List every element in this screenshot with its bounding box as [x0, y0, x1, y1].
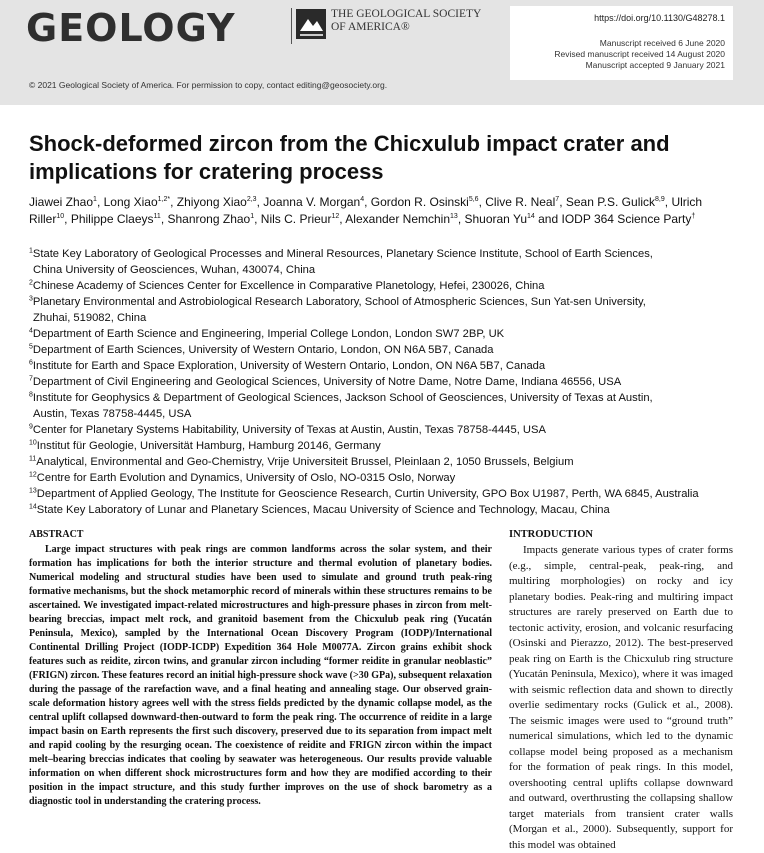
author-name: Philippe Claeys: [70, 212, 154, 226]
affiliation-text: Analytical, Environmental and Geo-Chemistry, Vrije Universiteit Brussel, Pleinlaan 2, 1050 Brussels, Belgium: [36, 456, 574, 468]
affiliation-text-continued: Austin, Texas 78758-4445, USA: [33, 408, 192, 420]
received-date: Manuscript received 6 June 2020: [599, 38, 725, 48]
publisher-name: [331, 8, 481, 34]
introduction-text: Impacts generate various types of crater forms (e.g., simple, central-peak, peak-ring, and multiring morphologies) on rocky and icy planetary bodies. Peak-ring and multiring impact structures are rarely preserved on Earth due to tectonic activity, erosion, and volcanic resurfacing (Osinski and Pierazzo, 2012). The best-preserved peak ring on Earth is the Chicxulub ring structure (Yucatán Peninsula, Mexico), where it was imaged with seismic reflection data and shown to directly overlie sedimentary rocks (Gulick et al., 2008). The seismic images were used to “ground truth” numerical simulations, which led to the dynamic collapse model being proposed as a mechanism for the formation of peak rings. In this model, overshooting central uplifts collapse downward and outward, overthrusting the collapsing shallow target materials from transient crater walls (Morgan et al., 2000). Subsequently, support for this model was obtained: [509, 544, 733, 851]
author-name: Long Xiao: [103, 195, 158, 209]
affiliation-number: 12: [29, 471, 37, 479]
affiliation-item: [29, 486, 749, 502]
affiliation-item: [29, 246, 749, 278]
author-affiliation-marker: 2,3: [246, 196, 257, 203]
affiliation-text: Department of Earth Sciences, University of Western Ontario, London, ON N6A 5B7, Canada: [32, 344, 494, 356]
author-separator: ,: [160, 212, 168, 226]
author-separator: ,: [64, 212, 71, 226]
author-separator: ,: [364, 195, 371, 209]
author-affiliation-marker: 1: [250, 213, 255, 220]
affiliation-number: 2: [29, 279, 33, 287]
author-name: Alexander Nemchin: [345, 212, 451, 226]
affiliation-text: Planetary Environmental and Astrobiological Research Laboratory, School of Atmospheric Sciences, Sun Yat-sen University,: [32, 296, 646, 308]
author-separator: ,: [559, 195, 566, 209]
affiliation-item: [29, 502, 749, 518]
author-name: Clive R. Neal: [485, 195, 556, 209]
author-name: Nils C. Prieur: [260, 212, 332, 226]
author-name: Sean P.S. Gulick: [565, 195, 656, 209]
affiliation-text: Institut für Geologie, Universität Hamburg, Hamburg 20146, Germany: [36, 440, 381, 452]
affiliation-list: [29, 246, 749, 518]
affiliation-text: Institute for Geophysics & Department of Geological Sciences, Jackson School of Geosciences, University of Texas at Austin,: [32, 392, 653, 404]
author-separator: ,: [254, 212, 261, 226]
affiliation-item: [29, 454, 749, 470]
affiliation-number: 14: [29, 503, 37, 511]
doi-link[interactable]: https://doi.org/10.1130/G48278.1: [594, 13, 725, 23]
affiliation-item: [29, 294, 749, 326]
affiliation-text: Department of Civil Engineering and Geological Sciences, University of Notre Dame, Notre Dame, Indiana 46556, USA: [32, 376, 622, 388]
author-name: Joanna V. Morgan: [263, 195, 361, 209]
affiliation-number: 3: [29, 295, 33, 303]
affiliation-number: 8: [29, 391, 33, 399]
author-separator: ,: [664, 195, 672, 209]
accepted-date: Manuscript accepted 9 January 2021: [585, 60, 725, 70]
author-affiliation-marker: 12: [331, 213, 340, 220]
author-affiliation-marker: 13: [450, 213, 458, 220]
manuscript-info-box: [510, 6, 733, 80]
manuscript-dates: [554, 38, 725, 71]
affiliation-text: Institute for Earth and Space Exploration, University of Western Ontario, London, ON N6A 5B7, Canada: [32, 360, 546, 372]
author-separator: ,: [170, 195, 177, 209]
affiliation-text: Department of Applied Geology, The Institute for Geoscience Research, Curtin University, GPO Box U1987, Perth, WA 6845, Australia: [36, 488, 699, 500]
affiliation-text-continued: China University of Geosciences, Wuhan, 430074, China: [33, 264, 316, 276]
author-separator: ,: [478, 195, 486, 209]
affiliation-text: State Key Laboratory of Geological Processes and Mineral Resources, Planetary Science Institute, School of Earth Sciences,: [32, 248, 653, 260]
gsa-logo-icon: [296, 9, 326, 39]
affiliation-text: Centre for Earth Evolution and Dynamics, University of Oslo, NO-0315 Oslo, Norway: [36, 472, 456, 484]
affiliation-item: [29, 390, 749, 422]
author-affiliation-marker: 14: [527, 213, 535, 220]
author-name: Ulrich Riller: [29, 195, 703, 226]
author-name: Zhiyong Xiao: [176, 195, 247, 209]
author-separator: ,: [457, 212, 465, 226]
affiliation-text: Chinese Academy of Sciences Center for Excellence in Comparative Planetology, Hefei, 230026, China: [32, 280, 545, 292]
copyright-notice: © 2021 Geological Society of America. For permission to copy, contact editing@geosociety.org.: [29, 80, 388, 90]
affiliation-item: [29, 278, 749, 294]
publisher-line-1: THE GEOLOGICAL SOCIETY: [331, 8, 482, 20]
abstract-text: Large impact structures with peak rings are common landforms across the solar system, and their formation has implications for both the interior structure and thermal evolution of planetary bodies. Numerical modeling and structural studies have been used to simulate and ground truth peak-ring formative mechanisms, but the shock metamorphic record of minerals within these structures remains to be ascertained. We investigated impact-related microstructures and high-pressure phases in zircon from melt-bearing breccias, impact melt rock, and granitoid basement from the Chicxulub peak ring (Yucatán Peninsula, Mexico), sampled by the International Ocean Discovery Program (IODP)/International Continental Drilling Project (IODP-ICDP) Expedition 364 Hole M0077A. Zircon grains exhibit shock features such as reidite, zircon twins, and granular zircon including “former reidite in granular neoblastic” (FRIGN) zircon. These features record an initial high-pressure shock wave (>30 GPa), subsequent relaxation during the passage of the rarefaction wave, and a final heating and annealing stage. Our observed grain-scale deformation history agrees well with the stress fields predicted by the dynamic collapse model, as the central uplift collapsed downward-then-outward to form the peak ring. The occurrence of reidite in a large impact basin on Earth represents the first such discovery, preserved due to its separation from impact melt and rapid cooling by the resurging ocean. The coexistence of reidite and FRIGN zircon within the impact melt–bearing breccias indicates that cooling by seawater was heterogeneous. Our results provide valuable information on when different shock microstructures form and how they are modified according to their position in the impact structure, and this study further improves on the use of shock barometry as a diagnostic tool in understanding the cratering process.: [29, 544, 492, 807]
author-separator: and: [534, 212, 562, 226]
affiliation-text: State Key Laboratory of Lunar and Planetary Sciences, Macau University of Science and Technology, Macau, China: [36, 504, 610, 516]
author-affiliation-marker: 11: [153, 213, 161, 220]
publisher-line-2: OF AMERICA®: [331, 21, 410, 33]
author-list: [29, 194, 739, 228]
affiliation-number: 9: [29, 423, 33, 431]
author-affiliation-marker: †: [691, 213, 696, 220]
affiliation-item: [29, 374, 749, 390]
author-affiliation-marker: 8,9: [655, 196, 665, 203]
affiliation-number: 5: [29, 343, 33, 351]
author-affiliation-marker: 7: [555, 196, 560, 203]
affiliation-text-continued: Zhuhai, 519082, China: [33, 312, 147, 324]
affiliation-item: [29, 422, 749, 438]
affiliation-number: 4: [29, 327, 33, 335]
author-name: Gordon R. Osinski: [370, 195, 469, 209]
author-separator: ,: [256, 195, 264, 209]
affiliation-item: [29, 470, 749, 486]
author-name: IODP 364 Science Party: [561, 212, 692, 226]
author-separator: ,: [339, 212, 346, 226]
affiliation-number: 6: [29, 359, 33, 367]
affiliation-item: [29, 326, 749, 342]
affiliation-item: [29, 342, 749, 358]
author-name: Jiawei Zhao: [29, 195, 94, 209]
author-affiliation-marker: 1: [93, 196, 97, 203]
affiliation-number: 11: [29, 455, 37, 463]
journal-header: [0, 0, 764, 105]
affiliation-text: Department of Earth Science and Engineering, Imperial College London, London SW7 2BP, UK: [32, 328, 505, 340]
affiliation-item: [29, 358, 749, 374]
revised-date: Revised manuscript received 14 August 2020: [554, 49, 725, 59]
affiliation-number: 13: [29, 487, 37, 495]
journal-logo: GEOLOGY: [26, 6, 236, 50]
abstract-heading: ABSTRACT: [29, 529, 84, 540]
logo-divider: [291, 8, 292, 44]
author-affiliation-marker: 5,6: [468, 196, 479, 203]
author-affiliation-marker: 4: [360, 196, 365, 203]
affiliation-item: [29, 438, 749, 454]
author-name: Shanrong Zhao: [167, 212, 251, 226]
introduction-heading: INTRODUCTION: [509, 529, 594, 540]
author-separator: ,: [96, 195, 104, 209]
author-name: Shuoran Yu: [464, 212, 527, 226]
author-affiliation-marker: 1,2*: [157, 196, 171, 203]
affiliation-text: Center for Planetary Systems Habitability, University of Texas at Austin, Austin, Texas 78758-4445, USA: [32, 424, 546, 436]
affiliation-number: 10: [29, 439, 37, 447]
paper-title: Shock-deformed zircon from the Chicxulub impact crater and implications for cratering process: [29, 131, 670, 184]
affiliation-number: 1: [29, 247, 33, 255]
affiliation-number: 7: [29, 375, 33, 383]
author-affiliation-marker: 10: [56, 213, 65, 220]
